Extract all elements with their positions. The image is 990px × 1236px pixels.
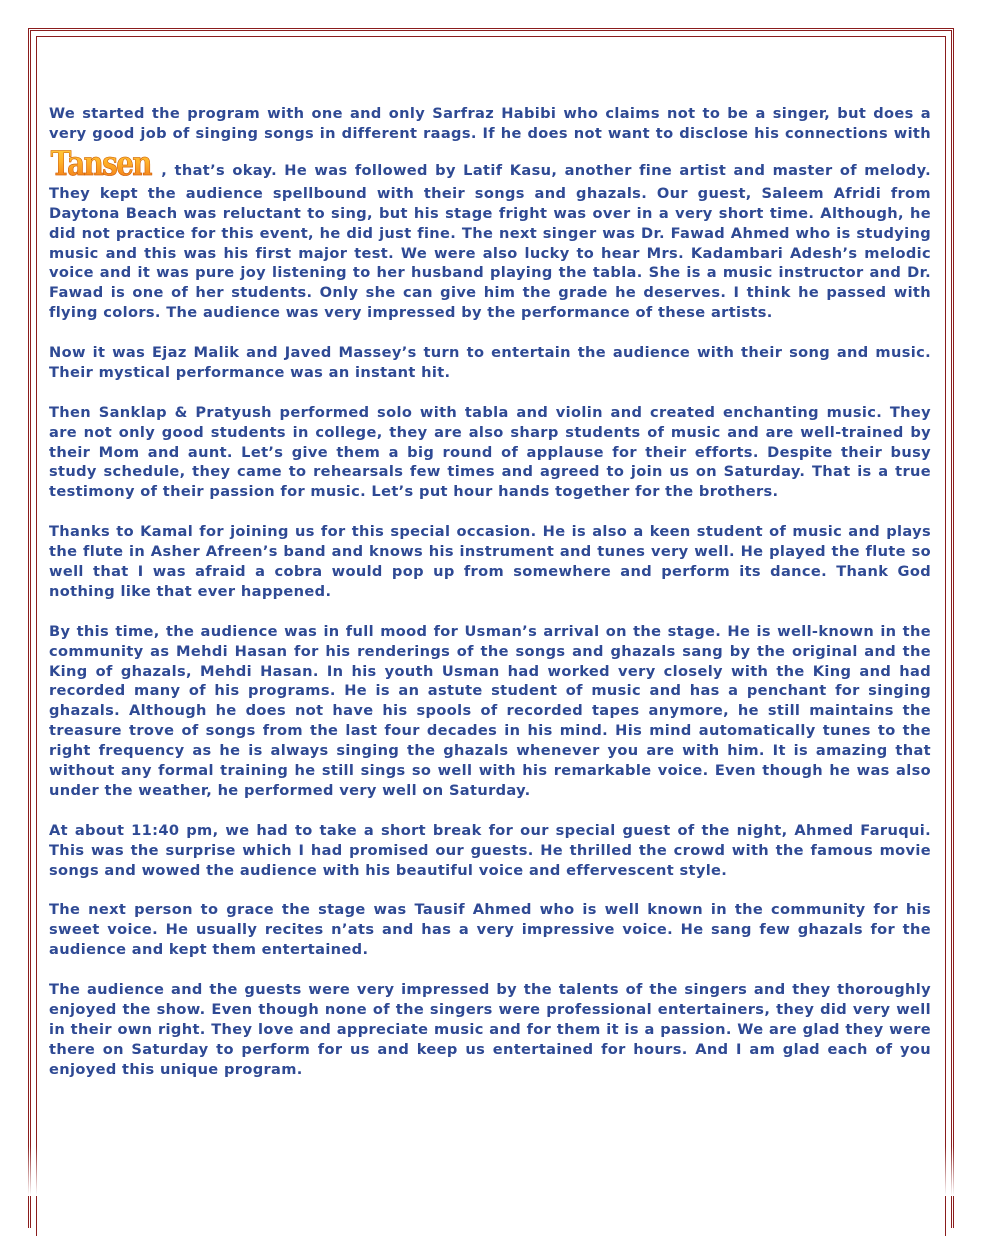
paragraph-2: Now it was Ejaz Malik and Javed Massey’s turn to entertain the audience with their song and music. Their mystical performance was an instant hit. (49, 344, 931, 381)
paragraph-1 (49, 104, 931, 323)
paragraph-7: The next person to grace the stage was Tausif Ahmed who is well known in the community for his sweet voice. He usually recites n’ats and has a very impressive voice. He sang few ghazals for the audience and kept them entertained. (49, 901, 931, 959)
paragraph-1-end: , that’s okay. He was followed by Latif Kasu, another fine artist and master of melody. They kept the audience spellbound with their songs and ghazals. Our guest, Saleem Afridi from Daytona Beach was reluctant to sing, but his stage fright was over in a very short time. Although, he did not practice for this event, he did just fine. The next singer was Dr. Fawad Ahmed who is studying music and this was his first major test. We were also lucky to hear Mrs. Kadambari Adesh’s melodic voice and it was pure joy listening to her husband playing the tabla. She is a music instructor and Dr. Fawad is one of her students. Only she can give him the grade he deserves. I think he passed with flying colors. The audience was very impressed by the performance of these artists. (49, 161, 931, 322)
article-body (49, 104, 931, 1099)
paragraph-8: The audience and the guests were very impressed by the talents of the singers and they thoroughly enjoyed the show. Even though none of the singers were professional entertainers, they did very well in their own right. They love and appreciate music and for them it is a passion. We are glad they were there on Saturday to perform for us and keep us entertained for hours. And I am glad each of you enjoyed this unique program. (49, 980, 931, 1078)
bottom-fade (0, 1146, 990, 1196)
paragraph-3: Then Sanklap & Pratyush performed solo with tabla and violin and created enchanting music. They are not only good students in college, they are also sharp students of music and are well-trained by their Mom and aunt. Let’s give them a big round of applause for their efforts. Despite their busy study schedule, they came to rehearsals few times and agreed to join us on Saturday. That is a true testimony of their passion for music. Let’s put hour hands together for the brothers. (49, 403, 931, 501)
paragraph-1-start: We started the program with one and only Sarfraz Habibi who claims not to be a singer, but does a very good job of singing songs in different raags. If he does not want to disclose his connections with (49, 105, 931, 142)
paragraph-4: Thanks to Kamal for joining us for this special occasion. He is also a keen student of music and plays the flute in Asher Afreen’s band and knows his instrument and tunes very well. He played the flute so well that I was afraid a cobra would pop up from somewhere and perform its dance. Thank God nothing like that ever happened. (49, 523, 931, 600)
paragraph-6: At about 11:40 pm, we had to take a short break for our special guest of the night, Ahmed Faruqui. This was the surprise which I had promised our guests. He thrilled the crowd with the famous movie songs and wowed the audience with his beautiful voice and effervescent style. (49, 821, 931, 879)
paragraph-5: By this time, the audience was in full mood for Usman’s arrival on the stage. He is well-known in the community as Mehdi Hasan for his renderings of the songs and ghazals sang by the original and the King of ghazals, Mehdi Hasan. In his youth Usman had worked very closely with the King and had recorded many of his programs. He is an astute student of music and has a penchant for singing ghazals. Although he does not have his spools of recorded tapes anymore, he still maintains the treasure trove of songs from the last four decades in his mind. His mind automatically tunes to the right frequency as he is always singing the ghazals whenever you are with him. It is amazing that without any formal training he still sings so well with his remarkable voice. Even though he was also under the weather, he performed very well on Saturday. (49, 622, 931, 799)
tansen-logo: Tansen (49, 144, 154, 184)
